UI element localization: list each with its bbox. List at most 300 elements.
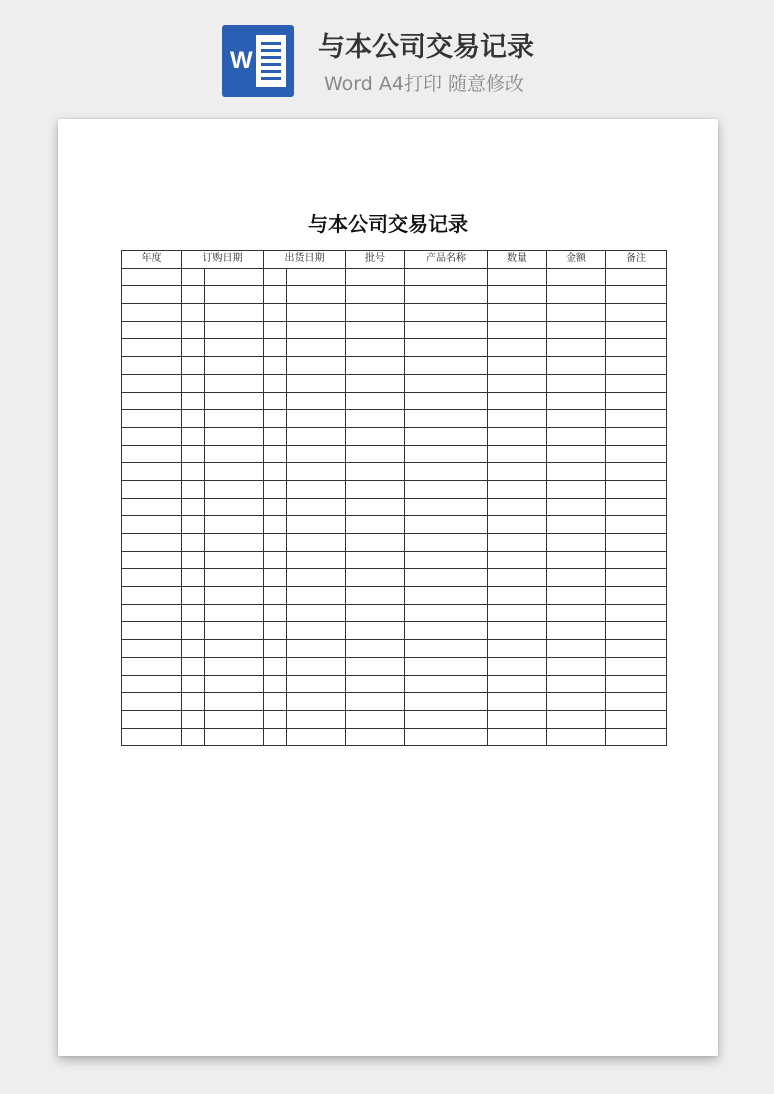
table-cell[interactable] bbox=[488, 657, 547, 675]
table-cell[interactable] bbox=[205, 321, 264, 339]
table-cell[interactable] bbox=[205, 675, 264, 693]
table-cell[interactable] bbox=[264, 321, 287, 339]
table-cell[interactable] bbox=[405, 710, 488, 728]
table-cell[interactable] bbox=[606, 480, 667, 498]
column-header: 批号 bbox=[346, 251, 405, 269]
table-cell[interactable] bbox=[264, 339, 287, 357]
table-cell[interactable] bbox=[346, 321, 405, 339]
table-cell[interactable] bbox=[405, 268, 488, 286]
table-cell[interactable] bbox=[287, 286, 346, 304]
table-cell[interactable] bbox=[264, 640, 287, 658]
table-cell[interactable] bbox=[205, 710, 264, 728]
table-cell[interactable] bbox=[547, 463, 606, 481]
table-cell[interactable] bbox=[405, 728, 488, 746]
table-cell[interactable] bbox=[264, 534, 287, 552]
table-cell[interactable] bbox=[547, 569, 606, 587]
table-cell[interactable] bbox=[346, 374, 405, 392]
table-cell[interactable] bbox=[264, 587, 287, 605]
table-cell[interactable] bbox=[346, 710, 405, 728]
table-cell[interactable] bbox=[346, 675, 405, 693]
table-cell[interactable] bbox=[606, 516, 667, 534]
table-cell[interactable] bbox=[264, 268, 287, 286]
table-cell[interactable] bbox=[606, 392, 667, 410]
table-cell[interactable] bbox=[488, 710, 547, 728]
table-cell[interactable] bbox=[547, 480, 606, 498]
header-title: 与本公司交易记录 bbox=[318, 32, 534, 63]
table-cell[interactable] bbox=[547, 357, 606, 375]
table-cell[interactable] bbox=[405, 357, 488, 375]
table-cell[interactable] bbox=[122, 445, 182, 463]
table-cell[interactable] bbox=[547, 604, 606, 622]
table-cell[interactable] bbox=[346, 551, 405, 569]
table-cell[interactable] bbox=[287, 675, 346, 693]
table-cell[interactable] bbox=[264, 657, 287, 675]
table-cell[interactable] bbox=[488, 445, 547, 463]
table-cell[interactable] bbox=[606, 587, 667, 605]
table-cell[interactable] bbox=[405, 516, 488, 534]
table-cell[interactable] bbox=[346, 622, 405, 640]
table-row bbox=[122, 268, 667, 286]
table-cell[interactable] bbox=[405, 374, 488, 392]
table-cell[interactable] bbox=[122, 321, 182, 339]
table-cell[interactable] bbox=[405, 693, 488, 711]
table-cell[interactable] bbox=[182, 640, 205, 658]
table-cell[interactable] bbox=[547, 445, 606, 463]
table-cell[interactable] bbox=[205, 392, 264, 410]
table-cell[interactable] bbox=[264, 675, 287, 693]
table-cell[interactable] bbox=[346, 463, 405, 481]
table-cell[interactable] bbox=[488, 516, 547, 534]
table-cell[interactable] bbox=[346, 516, 405, 534]
table-cell[interactable] bbox=[264, 710, 287, 728]
table-cell[interactable] bbox=[405, 587, 488, 605]
table-cell[interactable] bbox=[205, 604, 264, 622]
table-cell[interactable] bbox=[346, 410, 405, 428]
table-cell[interactable] bbox=[182, 604, 205, 622]
table-cell[interactable] bbox=[182, 587, 205, 605]
column-header: 数量 bbox=[488, 251, 547, 269]
table-cell[interactable] bbox=[122, 286, 182, 304]
table-row bbox=[122, 551, 667, 569]
table-cell[interactable] bbox=[547, 392, 606, 410]
table-cell[interactable] bbox=[264, 410, 287, 428]
table-cell[interactable] bbox=[547, 551, 606, 569]
table-cell[interactable] bbox=[488, 569, 547, 587]
table-cell[interactable] bbox=[346, 392, 405, 410]
table-cell[interactable] bbox=[287, 587, 346, 605]
table-cell[interactable] bbox=[287, 392, 346, 410]
table-cell[interactable] bbox=[122, 410, 182, 428]
table-cell[interactable] bbox=[182, 268, 205, 286]
table-cell[interactable] bbox=[346, 657, 405, 675]
table-cell[interactable] bbox=[182, 392, 205, 410]
table-cell[interactable] bbox=[287, 374, 346, 392]
table-cell[interactable] bbox=[547, 304, 606, 322]
table-cell[interactable] bbox=[547, 286, 606, 304]
table-cell[interactable] bbox=[122, 640, 182, 658]
table-cell[interactable] bbox=[547, 657, 606, 675]
table-cell[interactable] bbox=[182, 693, 205, 711]
table-cell[interactable] bbox=[287, 304, 346, 322]
table-cell[interactable] bbox=[488, 268, 547, 286]
table-cell[interactable] bbox=[606, 463, 667, 481]
table-cell[interactable] bbox=[287, 480, 346, 498]
table-cell[interactable] bbox=[182, 480, 205, 498]
table-cell[interactable] bbox=[205, 728, 264, 746]
table-cell[interactable] bbox=[488, 498, 547, 516]
table-cell[interactable] bbox=[606, 357, 667, 375]
table-cell[interactable] bbox=[122, 728, 182, 746]
table-cell[interactable] bbox=[606, 498, 667, 516]
table-cell[interactable] bbox=[488, 286, 547, 304]
table-cell[interactable] bbox=[182, 445, 205, 463]
table-cell[interactable] bbox=[346, 534, 405, 552]
preview-header bbox=[0, 0, 774, 110]
table-cell[interactable] bbox=[405, 675, 488, 693]
table-cell[interactable] bbox=[405, 392, 488, 410]
table-cell[interactable] bbox=[264, 427, 287, 445]
table-cell[interactable] bbox=[606, 374, 667, 392]
table-cell[interactable] bbox=[346, 693, 405, 711]
table-cell[interactable] bbox=[182, 286, 205, 304]
table-row bbox=[122, 675, 667, 693]
table-cell[interactable] bbox=[122, 516, 182, 534]
table-cell[interactable] bbox=[287, 516, 346, 534]
table-cell[interactable] bbox=[205, 622, 264, 640]
table-cell[interactable] bbox=[182, 321, 205, 339]
column-header: 年度 bbox=[122, 251, 182, 269]
table-cell[interactable] bbox=[287, 357, 346, 375]
table-cell[interactable] bbox=[182, 463, 205, 481]
table-cell[interactable] bbox=[205, 339, 264, 357]
table-cell[interactable] bbox=[488, 534, 547, 552]
table-cell[interactable] bbox=[287, 604, 346, 622]
table-cell[interactable] bbox=[405, 427, 488, 445]
table-cell[interactable] bbox=[264, 604, 287, 622]
table-cell[interactable] bbox=[264, 304, 287, 322]
table-cell[interactable] bbox=[606, 728, 667, 746]
table-cell[interactable] bbox=[346, 587, 405, 605]
table-cell[interactable] bbox=[205, 445, 264, 463]
word-icon-letter: W bbox=[230, 47, 253, 74]
table-cell[interactable] bbox=[122, 710, 182, 728]
table-cell[interactable] bbox=[488, 587, 547, 605]
table-cell[interactable] bbox=[182, 534, 205, 552]
table-cell[interactable] bbox=[122, 480, 182, 498]
table-cell[interactable] bbox=[205, 357, 264, 375]
column-header: 出货日期 bbox=[264, 251, 346, 269]
table-cell[interactable] bbox=[287, 622, 346, 640]
table-cell[interactable] bbox=[547, 321, 606, 339]
table-cell[interactable] bbox=[488, 321, 547, 339]
table-cell[interactable] bbox=[287, 410, 346, 428]
table-cell[interactable] bbox=[264, 693, 287, 711]
table-cell[interactable] bbox=[405, 640, 488, 658]
table-cell[interactable] bbox=[488, 551, 547, 569]
table-cell[interactable] bbox=[122, 693, 182, 711]
table-cell[interactable] bbox=[205, 463, 264, 481]
table-cell[interactable] bbox=[205, 427, 264, 445]
table-row bbox=[122, 710, 667, 728]
table-cell[interactable] bbox=[264, 498, 287, 516]
table-cell[interactable] bbox=[205, 587, 264, 605]
table-cell[interactable] bbox=[122, 604, 182, 622]
table-cell[interactable] bbox=[122, 463, 182, 481]
table-cell[interactable] bbox=[182, 410, 205, 428]
table-cell[interactable] bbox=[264, 551, 287, 569]
table-row bbox=[122, 604, 667, 622]
table-cell[interactable] bbox=[606, 534, 667, 552]
table-cell[interactable] bbox=[405, 480, 488, 498]
watermark bbox=[89, 462, 106, 487]
table-cell[interactable] bbox=[264, 480, 287, 498]
table-cell[interactable] bbox=[488, 463, 547, 481]
table-cell[interactable] bbox=[182, 339, 205, 357]
table-cell[interactable] bbox=[547, 710, 606, 728]
table-cell[interactable] bbox=[405, 622, 488, 640]
table-cell[interactable] bbox=[488, 604, 547, 622]
table-cell[interactable] bbox=[205, 410, 264, 428]
table-cell[interactable] bbox=[488, 357, 547, 375]
table-cell[interactable] bbox=[264, 374, 287, 392]
table-cell[interactable] bbox=[346, 640, 405, 658]
table-cell[interactable] bbox=[182, 569, 205, 587]
table-cell[interactable] bbox=[606, 640, 667, 658]
table-cell[interactable] bbox=[346, 728, 405, 746]
table-cell[interactable] bbox=[287, 321, 346, 339]
table-cell[interactable] bbox=[205, 498, 264, 516]
table-cell[interactable] bbox=[346, 498, 405, 516]
table-cell[interactable] bbox=[606, 604, 667, 622]
table-cell[interactable] bbox=[287, 728, 346, 746]
table-row bbox=[122, 640, 667, 658]
table-cell[interactable] bbox=[287, 534, 346, 552]
table-cell[interactable] bbox=[405, 410, 488, 428]
table-cell[interactable] bbox=[122, 675, 182, 693]
table-cell[interactable] bbox=[346, 357, 405, 375]
table-cell[interactable] bbox=[346, 268, 405, 286]
table-cell[interactable] bbox=[346, 304, 405, 322]
table-cell[interactable] bbox=[205, 304, 264, 322]
table-cell[interactable] bbox=[606, 321, 667, 339]
document-title: 与本公司交易记录 bbox=[308, 212, 468, 236]
table-cell[interactable] bbox=[488, 427, 547, 445]
table-cell[interactable] bbox=[122, 551, 182, 569]
table-row bbox=[122, 321, 667, 339]
table-cell[interactable] bbox=[122, 374, 182, 392]
table-cell[interactable] bbox=[182, 357, 205, 375]
table-cell[interactable] bbox=[264, 445, 287, 463]
table-cell[interactable] bbox=[122, 304, 182, 322]
table-cell[interactable] bbox=[346, 286, 405, 304]
table-cell[interactable] bbox=[182, 374, 205, 392]
table-cell[interactable] bbox=[346, 427, 405, 445]
table-cell[interactable] bbox=[405, 463, 488, 481]
table-cell[interactable] bbox=[287, 427, 346, 445]
table-cell[interactable] bbox=[182, 304, 205, 322]
table-cell[interactable] bbox=[264, 728, 287, 746]
table-row bbox=[122, 410, 667, 428]
table-cell[interactable] bbox=[405, 339, 488, 357]
table-cell[interactable] bbox=[122, 498, 182, 516]
table-cell[interactable] bbox=[205, 534, 264, 552]
table-cell[interactable] bbox=[547, 622, 606, 640]
table-cell[interactable] bbox=[547, 728, 606, 746]
table-cell[interactable] bbox=[488, 410, 547, 428]
table-cell[interactable] bbox=[405, 286, 488, 304]
table-cell[interactable] bbox=[547, 427, 606, 445]
table-cell[interactable] bbox=[264, 516, 287, 534]
table-cell[interactable] bbox=[122, 392, 182, 410]
table-cell[interactable] bbox=[346, 604, 405, 622]
table-cell[interactable] bbox=[488, 480, 547, 498]
table-cell[interactable] bbox=[405, 304, 488, 322]
table-cell[interactable] bbox=[405, 445, 488, 463]
table-cell[interactable] bbox=[606, 286, 667, 304]
table-cell[interactable] bbox=[606, 657, 667, 675]
table-cell[interactable] bbox=[287, 463, 346, 481]
document-page bbox=[58, 119, 718, 1056]
table-row bbox=[122, 304, 667, 322]
table-row bbox=[122, 693, 667, 711]
table-row bbox=[122, 657, 667, 675]
table-cell[interactable] bbox=[606, 410, 667, 428]
header-subtitle: Word A4打印 随意修改 bbox=[324, 73, 525, 95]
table-cell[interactable] bbox=[122, 534, 182, 552]
table-cell[interactable] bbox=[405, 321, 488, 339]
table-cell[interactable] bbox=[606, 268, 667, 286]
table-cell[interactable] bbox=[346, 445, 405, 463]
table-cell[interactable] bbox=[405, 657, 488, 675]
table-cell[interactable] bbox=[287, 710, 346, 728]
table-cell[interactable] bbox=[264, 569, 287, 587]
table-cell[interactable] bbox=[606, 710, 667, 728]
table-cell[interactable] bbox=[122, 622, 182, 640]
table-cell[interactable] bbox=[264, 463, 287, 481]
table-cell[interactable] bbox=[287, 498, 346, 516]
table-cell[interactable] bbox=[547, 374, 606, 392]
table-cell[interactable] bbox=[287, 640, 346, 658]
table-cell[interactable] bbox=[182, 622, 205, 640]
table-cell[interactable] bbox=[547, 268, 606, 286]
table-cell[interactable] bbox=[606, 339, 667, 357]
table-cell[interactable] bbox=[547, 587, 606, 605]
table-cell[interactable] bbox=[405, 498, 488, 516]
column-header: 产品名称 bbox=[405, 251, 488, 269]
table-cell[interactable] bbox=[547, 516, 606, 534]
table-cell[interactable] bbox=[606, 622, 667, 640]
table-cell[interactable] bbox=[547, 498, 606, 516]
table-cell[interactable] bbox=[547, 693, 606, 711]
table-cell[interactable] bbox=[606, 675, 667, 693]
table-cell[interactable] bbox=[264, 286, 287, 304]
table-cell[interactable] bbox=[264, 392, 287, 410]
table-cell[interactable] bbox=[287, 445, 346, 463]
table-cell[interactable] bbox=[205, 640, 264, 658]
table-cell[interactable] bbox=[182, 427, 205, 445]
table-cell[interactable] bbox=[182, 728, 205, 746]
table-cell[interactable] bbox=[547, 534, 606, 552]
table-cell[interactable] bbox=[346, 339, 405, 357]
table-cell[interactable] bbox=[606, 427, 667, 445]
table-cell[interactable] bbox=[205, 268, 264, 286]
table-cell[interactable] bbox=[547, 339, 606, 357]
table-cell[interactable] bbox=[182, 498, 205, 516]
table-cell[interactable] bbox=[346, 480, 405, 498]
table-cell[interactable] bbox=[606, 569, 667, 587]
table-cell[interactable] bbox=[488, 693, 547, 711]
table-cell[interactable] bbox=[205, 569, 264, 587]
table-cell[interactable] bbox=[287, 657, 346, 675]
table-cell[interactable] bbox=[488, 374, 547, 392]
transaction-table bbox=[121, 250, 667, 746]
word-icon-line bbox=[261, 77, 281, 80]
table-cell[interactable] bbox=[405, 569, 488, 587]
table-cell[interactable] bbox=[122, 569, 182, 587]
table-cell[interactable] bbox=[205, 480, 264, 498]
table-row bbox=[122, 498, 667, 516]
table-cell[interactable] bbox=[488, 339, 547, 357]
table-cell[interactable] bbox=[405, 551, 488, 569]
table-cell[interactable] bbox=[606, 551, 667, 569]
table-cell[interactable] bbox=[287, 339, 346, 357]
table-cell[interactable] bbox=[205, 516, 264, 534]
table-cell[interactable] bbox=[122, 268, 182, 286]
word-icon-line bbox=[261, 56, 281, 59]
table-cell[interactable] bbox=[606, 693, 667, 711]
table-cell[interactable] bbox=[122, 427, 182, 445]
table-cell[interactable] bbox=[264, 357, 287, 375]
table-cell[interactable] bbox=[287, 569, 346, 587]
table-cell[interactable] bbox=[205, 286, 264, 304]
table-cell[interactable] bbox=[287, 268, 346, 286]
table-row bbox=[122, 339, 667, 357]
table-cell[interactable] bbox=[122, 587, 182, 605]
table-cell[interactable] bbox=[488, 640, 547, 658]
table-cell[interactable] bbox=[405, 604, 488, 622]
table-cell[interactable] bbox=[182, 516, 205, 534]
table-cell[interactable] bbox=[264, 622, 287, 640]
table-cell[interactable] bbox=[606, 445, 667, 463]
table-cell[interactable] bbox=[182, 551, 205, 569]
table-cell[interactable] bbox=[287, 693, 346, 711]
table-cell[interactable] bbox=[182, 657, 205, 675]
table-cell[interactable] bbox=[122, 657, 182, 675]
column-header: 订购日期 bbox=[182, 251, 264, 269]
table-cell[interactable] bbox=[547, 640, 606, 658]
table-cell[interactable] bbox=[488, 392, 547, 410]
table-cell[interactable] bbox=[547, 675, 606, 693]
table-cell[interactable] bbox=[488, 728, 547, 746]
table-cell[interactable] bbox=[287, 551, 346, 569]
table-cell[interactable] bbox=[488, 304, 547, 322]
table-cell[interactable] bbox=[205, 693, 264, 711]
table-cell[interactable] bbox=[488, 622, 547, 640]
table-cell[interactable] bbox=[547, 410, 606, 428]
table-cell[interactable] bbox=[122, 339, 182, 357]
table-cell[interactable] bbox=[205, 374, 264, 392]
table-cell[interactable] bbox=[205, 551, 264, 569]
table-cell[interactable] bbox=[488, 675, 547, 693]
table-cell[interactable] bbox=[122, 357, 182, 375]
table-row bbox=[122, 534, 667, 552]
table-cell[interactable] bbox=[346, 569, 405, 587]
table-cell[interactable] bbox=[205, 657, 264, 675]
table-cell[interactable] bbox=[405, 534, 488, 552]
table-cell[interactable] bbox=[182, 675, 205, 693]
table-cell[interactable] bbox=[182, 710, 205, 728]
table-cell[interactable] bbox=[606, 304, 667, 322]
